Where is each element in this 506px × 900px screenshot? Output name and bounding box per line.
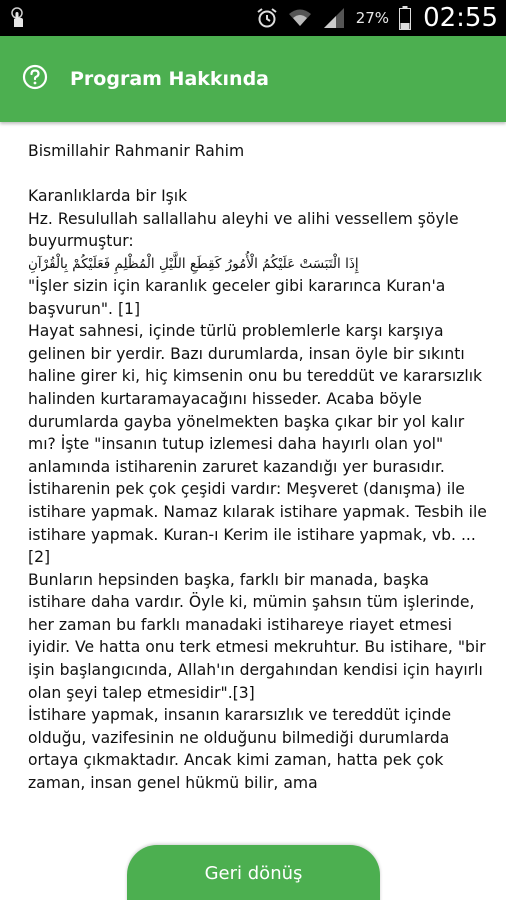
clock: 02:55 <box>423 3 498 33</box>
paragraph-1: Hayat sahnesi, içinde türlü problemlerle karşı karşıya gelinen bir yerdir. Bazı durumlarda, insan öyle bir sıkıntı haline girer ki, hiç kimsenin onu bu tereddüt ve kararsızlık halinden kurtaramayacağını hisseder. Acaba böyle durumlarda gayba yönelmekten başka çıkar bir yol kalır mı? İşte "insanın tutup izlemesi daha hayırlı olan yol" anlamında istiharenin zaruret kazandığı yer burasıdır. <box>28 322 483 476</box>
about-text-content[interactable] <box>28 140 488 830</box>
battery-percent: 27% <box>355 9 390 27</box>
section-heading: Karanlıklarda bir Işık <box>28 187 188 206</box>
intro-text: Hz. Resulullah sallallahu aleyhi ve alihi vessellem şöyle buyurmuştur: <box>28 209 459 251</box>
paragraph-2: İstiharenin pek çok çeşidi vardır: Meşveret (danışma) ile istihare yapmak. Namaz kılarak istihare yapmak. Tesbih ile istihare yapmak. Kuran-ı Kerim ile istihare yapmak, vb. ...[2] <box>28 480 487 567</box>
back-button[interactable] <box>127 845 380 900</box>
alarm-icon <box>256 7 278 29</box>
page-title: Program Hakkında <box>70 68 270 90</box>
paragraph-3: Bunların hepsinden başka, farklı bir manada, başka istihare daha vardır. Öyle ki, mümin şahsın tüm işlerinde, her zaman bu farklı manadaki istihareye riayet etmesi iyidir. Ve hatta onu terk etmesi mekruhtur. Bu istihare, "bir işin başlangıcında, Allah'ın dergahından kendisi için hayırlı olan şeyi talep etmesidir".[3] <box>28 570 486 702</box>
wifi-icon <box>288 8 312 28</box>
touch-icon <box>8 6 28 30</box>
arabic-hadith-text: إِذَا الْتَبَسَتْ عَلَيْكُمُ الْأُمُورُ كَقِطَعِ اللَّيْلِ الْمُظْلِمِ فَعَلَيْكُمْ بِالْقُرْآنِ <box>28 255 359 272</box>
bismillah-text: Bismillahir Rahmanir Rahim <box>28 142 245 160</box>
paragraph-4: İstihare yapmak, insanın kararsızlık ve tereddüt içinde olduğu, vazifesinin ne olduğunu bilmediği durumlarda ortaya çıkmaktadır. Ancak kimi zaman, hatta pek çok zaman, insan genel hükmü bilir, ama <box>28 706 452 793</box>
status-bar <box>0 0 506 36</box>
battery-icon <box>399 6 411 30</box>
help-circle-icon[interactable] <box>22 64 48 94</box>
quote-text: "İşler sizin için karanlık geceler gibi kararınca Kuran'a başvurun". [1] <box>28 276 446 318</box>
back-button-label: Geri dönüş <box>204 863 303 884</box>
signal-icon <box>322 7 346 29</box>
app-bar <box>0 36 506 122</box>
